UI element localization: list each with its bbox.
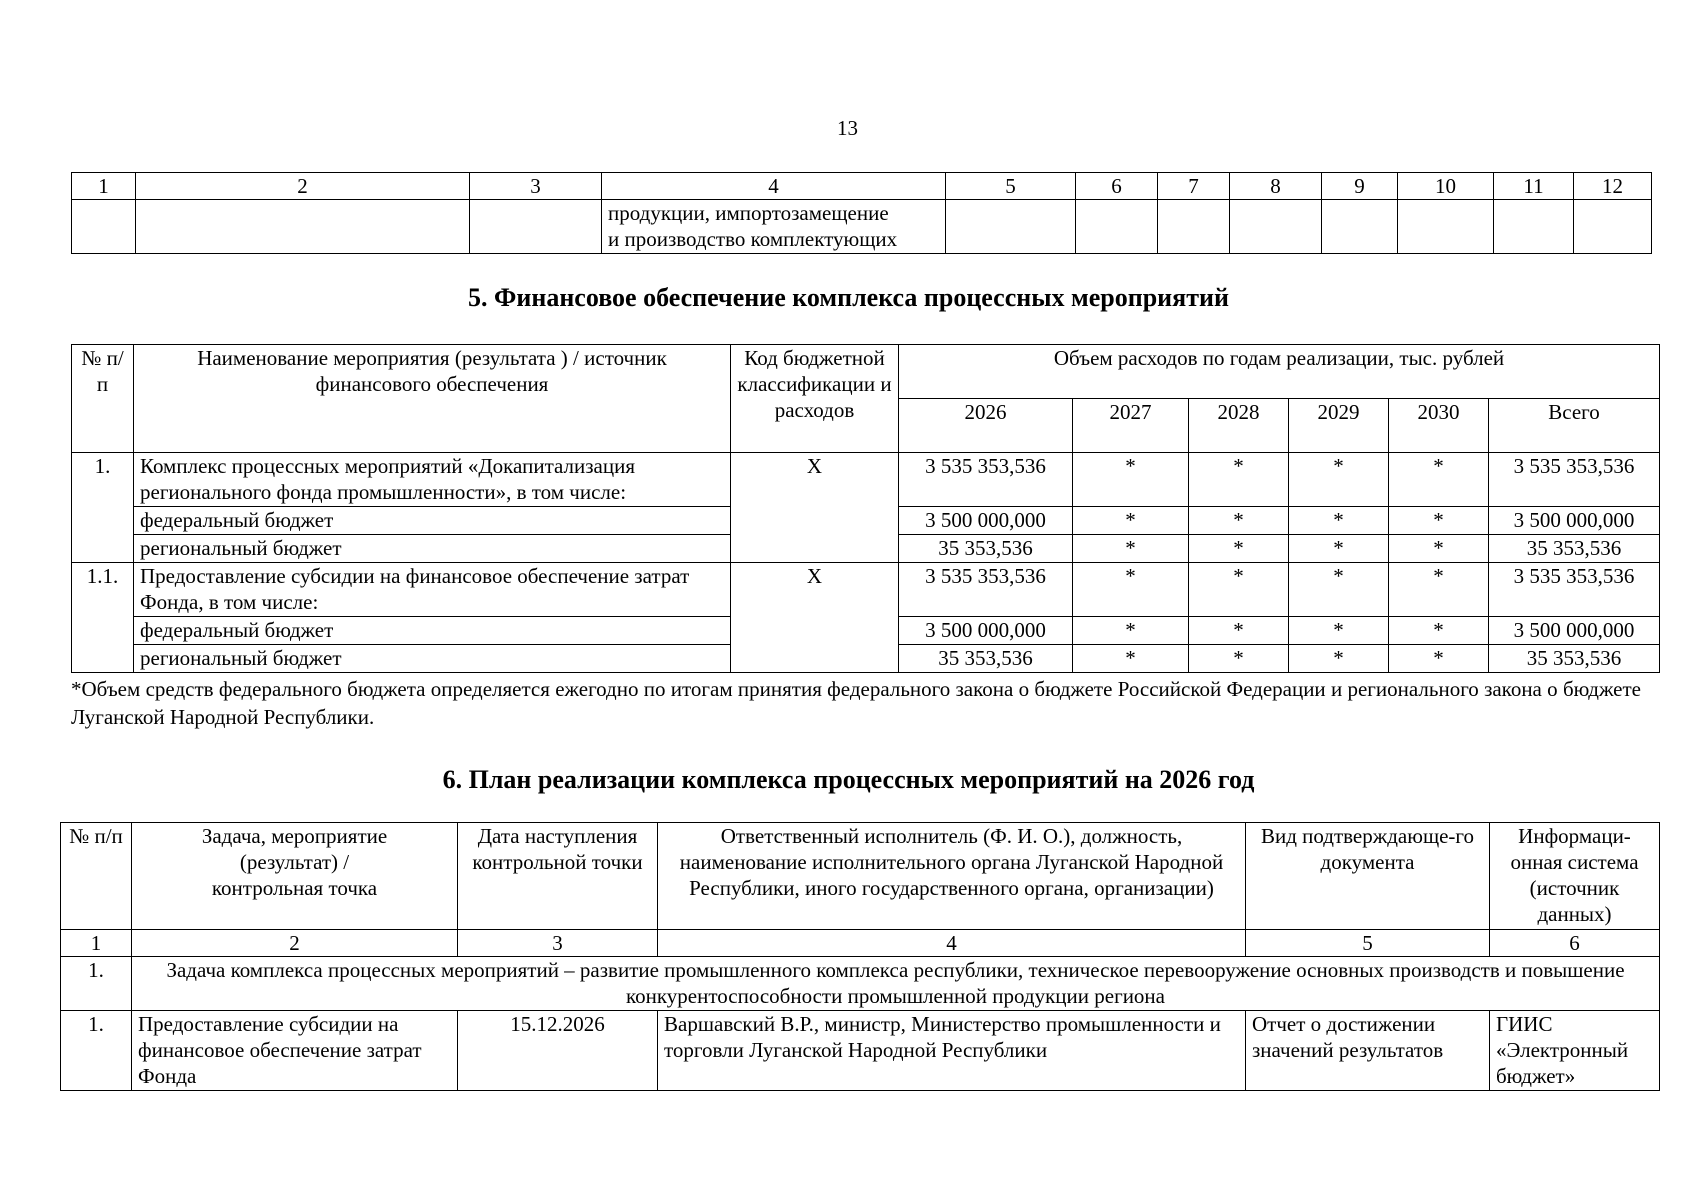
header-cell: 6 xyxy=(1490,930,1660,957)
table-row xyxy=(72,200,1652,254)
value-cell: * xyxy=(1073,645,1189,673)
value-cell: 3 500 000,000 xyxy=(899,507,1073,535)
value-cell: * xyxy=(1189,617,1289,645)
value-cell: * xyxy=(1389,453,1489,507)
row-name: региональный бюджет xyxy=(134,645,731,673)
date-header: Дата наступления контрольной точки xyxy=(458,823,658,930)
value-cell: * xyxy=(1289,617,1389,645)
value-cell: * xyxy=(1389,645,1489,673)
value-cell: * xyxy=(1389,563,1489,617)
value-cell: * xyxy=(1389,535,1489,563)
value-cell: * xyxy=(1289,507,1389,535)
header-cell: 5 xyxy=(946,173,1076,200)
num-header: № п/п xyxy=(72,345,134,453)
value-cell: * xyxy=(1073,617,1189,645)
item-date: 15.12.2026 xyxy=(458,1011,658,1091)
value-cell: * xyxy=(1189,535,1289,563)
value-cell: * xyxy=(1073,453,1189,507)
item-doc: Отчет о достижении значений результатов xyxy=(1246,1011,1490,1091)
column-number-row xyxy=(61,930,1660,957)
header-cell: 3 xyxy=(458,930,658,957)
row-code: Х xyxy=(731,453,899,563)
value-cell: 3 535 353,536 xyxy=(1489,453,1660,507)
value-cell: 3 500 000,000 xyxy=(899,617,1073,645)
total-header: Всего xyxy=(1489,399,1660,453)
header-cell: 4 xyxy=(658,930,1246,957)
header-cell: 11 xyxy=(1494,173,1574,200)
value-cell: 3 535 353,536 xyxy=(899,453,1073,507)
row-num: 1.1. xyxy=(72,563,134,673)
value-cell: 3 535 353,536 xyxy=(1489,563,1660,617)
header-cell: 8 xyxy=(1230,173,1322,200)
header-cell: 2 xyxy=(136,173,470,200)
task-description: Задача комплекса процессных мероприятий – развитие промышленного комплекса республики, техническое перевооружение основных производств и повышение конкурентоспособности промышленной продукции региона xyxy=(132,957,1660,1011)
value-cell: 3 500 000,000 xyxy=(1489,507,1660,535)
item-system: ГИИС «Электронный бюджет» xyxy=(1490,1011,1660,1091)
value-cell: 35 353,536 xyxy=(899,535,1073,563)
year-header: 2028 xyxy=(1189,399,1289,453)
table-row xyxy=(72,563,1660,617)
value-cell: * xyxy=(1289,535,1389,563)
header-cell: 1 xyxy=(61,930,132,957)
header-cell: 10 xyxy=(1398,173,1494,200)
value-cell: * xyxy=(1189,563,1289,617)
value-cell: * xyxy=(1073,535,1189,563)
system-header: Информаци-онная система (источник данных) xyxy=(1490,823,1660,930)
task-header: Задача, мероприятие (результат) / контрольная точка xyxy=(132,823,458,930)
header-cell: 7 xyxy=(1158,173,1230,200)
value-cell: 3 535 353,536 xyxy=(899,563,1073,617)
header-cell: 2 xyxy=(132,930,458,957)
value-cell: * xyxy=(1073,507,1189,535)
page-number: 13 xyxy=(837,116,858,140)
name-header: Наименование мероприятия (результата ) / источник финансового обеспечения xyxy=(134,345,731,453)
value-cell: * xyxy=(1289,645,1389,673)
header-cell: 3 xyxy=(470,173,602,200)
value-cell: * xyxy=(1189,453,1289,507)
header-cell: 4 xyxy=(602,173,946,200)
row-name: Комплекс процессных мероприятий «Докапитализация регионального фонда промышленности», в том числе: xyxy=(134,453,731,507)
value-cell: * xyxy=(1389,617,1489,645)
header-cell: 9 xyxy=(1322,173,1398,200)
row-name: федеральный бюджет xyxy=(134,617,731,645)
table-row xyxy=(61,957,1660,1011)
year-header: 2026 xyxy=(899,399,1073,453)
code-header: Код бюджетной классификации и расходов xyxy=(731,345,899,453)
volume-header: Объем расходов по годам реализации, тыс. рублей xyxy=(899,345,1660,399)
column-number-row xyxy=(72,173,1652,200)
value-cell: 35 353,536 xyxy=(1489,535,1660,563)
table-row xyxy=(72,453,1660,507)
value-cell: * xyxy=(1189,507,1289,535)
financing-table xyxy=(71,344,1660,673)
item-responsible: Варшавский В.Р., министр, Министерство промышленности и торговли Луганской Народной Республики xyxy=(658,1011,1246,1091)
row-num: 1. xyxy=(61,957,132,1011)
row-code: Х xyxy=(731,563,899,673)
row-text-cell: продукции, импортозамещение и производство комплектующих xyxy=(602,200,946,254)
value-cell: * xyxy=(1389,507,1489,535)
header-cell: 12 xyxy=(1574,173,1652,200)
value-cell: * xyxy=(1073,563,1189,617)
row-num: 1. xyxy=(72,453,134,563)
value-cell: 35 353,536 xyxy=(1489,645,1660,673)
header-cell: 6 xyxy=(1076,173,1158,200)
year-header: 2027 xyxy=(1073,399,1189,453)
continuation-table xyxy=(71,172,1652,254)
doc-header: Вид подтверждающе-го документа xyxy=(1246,823,1490,930)
value-cell: 35 353,536 xyxy=(899,645,1073,673)
row-name: Предоставление субсидии на финансовое обеспечение затрат Фонда, в том числе: xyxy=(134,563,731,617)
year-header: 2029 xyxy=(1289,399,1389,453)
row-name: федеральный бюджет xyxy=(134,507,731,535)
value-cell: * xyxy=(1289,563,1389,617)
item-task: Предоставление субсидии на финансовое обеспечение затрат Фонда xyxy=(132,1011,458,1091)
responsible-header: Ответственный исполнитель (Ф. И. О.), должность, наименование исполнительного органа Луганской Народной Республики, иного государственного органа, организации) xyxy=(658,823,1246,930)
implementation-plan-table xyxy=(60,822,1660,1091)
value-cell: * xyxy=(1289,453,1389,507)
section-5-title: 5. Финансовое обеспечение комплекса процессных мероприятий xyxy=(468,283,1229,312)
header-cell: 1 xyxy=(72,173,136,200)
row-num: 1. xyxy=(61,1011,132,1091)
table-row xyxy=(61,1011,1660,1091)
section-6-title: 6. План реализации комплекса процессных мероприятий на 2026 год xyxy=(442,765,1255,794)
row-name: региональный бюджет xyxy=(134,535,731,563)
year-header: 2030 xyxy=(1389,399,1489,453)
num-header: № п/п xyxy=(61,823,132,930)
header-cell: 5 xyxy=(1246,930,1490,957)
footnote: *Объем средств федерального бюджета определяется ежегодно по итогам принятия федерального закона о бюджете Российской Федерации и регионального закона о бюджете Луганской Народной Республики. xyxy=(71,677,1641,729)
value-cell: 3 500 000,000 xyxy=(1489,617,1660,645)
value-cell: * xyxy=(1189,645,1289,673)
